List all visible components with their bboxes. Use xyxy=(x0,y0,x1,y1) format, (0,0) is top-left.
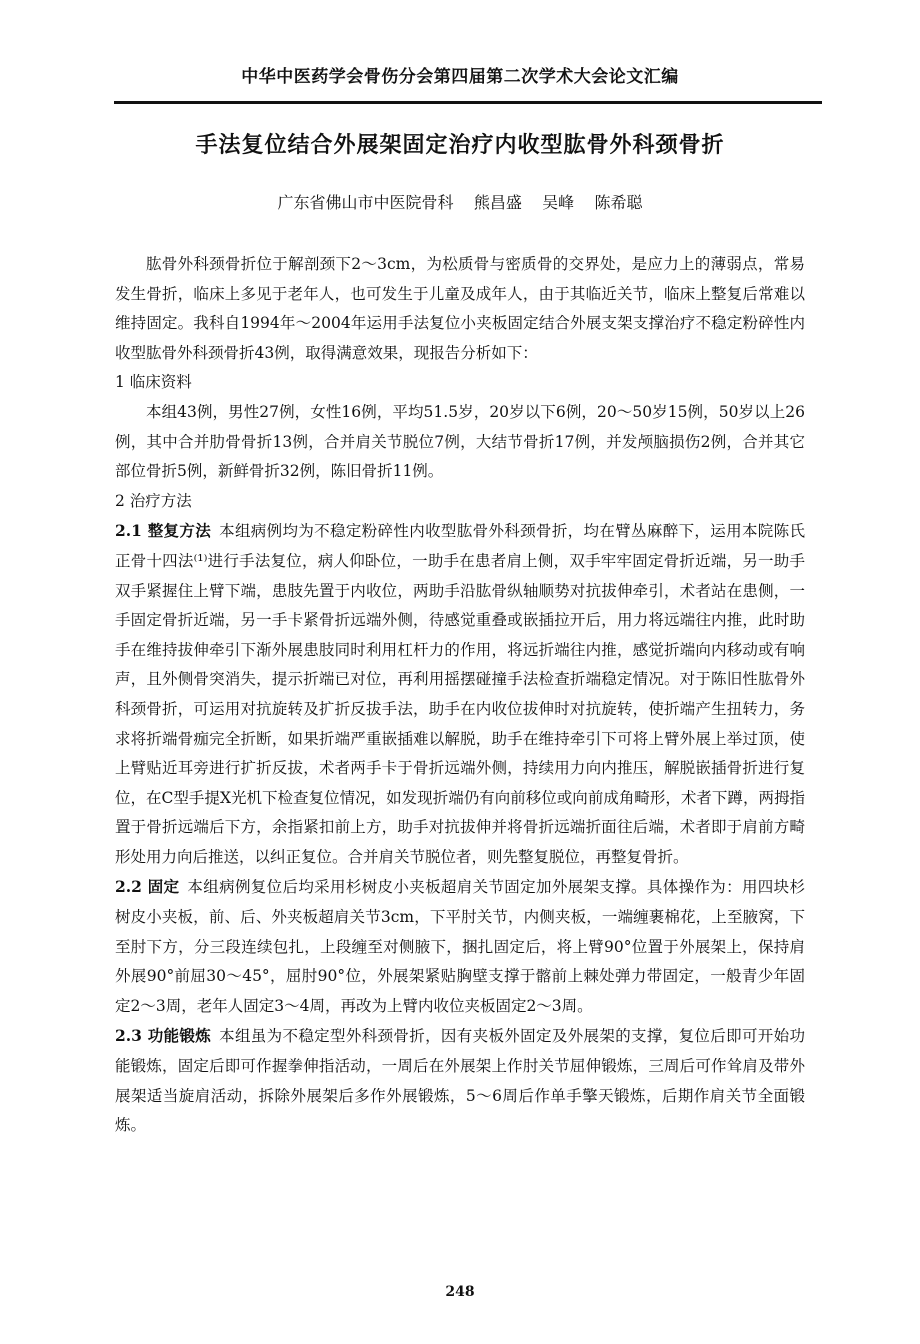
article-body xyxy=(115,250,805,1141)
section-2-3-label: 2.3 功能锻炼 xyxy=(115,1026,212,1046)
page-number: 248 xyxy=(445,1284,475,1300)
intro-paragraph: 肱骨外科颈骨折位于解剖颈下2～3cm，为松质骨与密质骨的交界处，是应力上的薄弱点，常易发生骨折，临床上多见于老年人，也可发生于儿童及成年人，由于其临近关节，临床上整复后常难以维持固定。我科自1994年～2004年运用手法复位小夹板固定结合外展支架支撑治疗不稳定粉碎性内收型肱骨外科颈骨折43例，取得满意效果，现报告分析如下： xyxy=(115,255,805,362)
section-2-1-label: 2.1 整复方法 xyxy=(115,521,212,541)
section-2-2-text: 本组病例复位后均采用杉树皮小夹板超肩关节固定加外展架支撑。具体操作为：用四块杉树皮小夹板，前、后、外夹板超肩关节3cm，下平肘关节，内侧夹板，一端缠裹棉花，上至腋窝，下至肘下方，分三段连续包扎，上段缠至对侧腋下，捆扎固定后，将上臂90°位置于外展架上，保持肩外展90°前屈30～45°，屈肘90°位，外展架紧贴胸壁支撑于髂前上棘处弹力带固定，一般青少年固定2～3周，老年人固定3～4周，再改为上臂内收位夹板固定2～3周。 xyxy=(115,878,805,1015)
running-header: 中华中医药学会骨伤分会第四届第二次学术大会论文汇编 xyxy=(241,67,679,87)
section-2-3-paragraph xyxy=(115,1021,805,1140)
article-title: 手法复位结合外展架固定治疗内收型肱骨外科颈骨折 xyxy=(195,133,725,158)
section-2-1-paragraph xyxy=(115,516,805,872)
section-2-2-paragraph xyxy=(115,872,805,1021)
header-divider xyxy=(114,101,822,104)
section-1-heading: 1 临床资料 xyxy=(115,373,192,392)
section-2-1-text: 本组病例均为不稳定粉碎性内收型肱骨外科颈骨折，均在臂丛麻醉下，运用本院陈氏正骨十四法⁽¹⁾进行手法复位，病人仰卧位，一助手在患者肩上侧，双手牢牢固定骨折近端，另一助手双手紧握住上臂下端，患肢先置于内收位，两助手沿肱骨纵轴顺势对抗拔伸牵引，术者站在患侧，一手固定骨折近端，另一手卡紧骨折远端外侧，待感觉重叠或嵌插拉开后，用力将远端往内推，此时助手在维持拔伸牵引下渐外展患肢同时利用杠杆力的作用，将远折端往内推，感觉折端向内移动或有响声，且外侧骨突消失，提示折端已对位，再利用摇摆碰撞手法检查折端稳定情况。对于陈旧性肱骨外科颈骨折，可运用对抗旋转及扩折反拔手法，助手在内收位拔伸时对抗旋转，使折端产生扭转力，务求将折端骨痂完全折断，如果折端严重嵌插难以解脱，助手在维持牵引下可将上臂外展上举过顶，使上臂贴近耳旁进行扩折反拔，术者两手卡于骨折远端外侧，持续用力向内推压，解脱嵌插骨折进行复位，在C型手提X光机下检查复位情况，如发现折端仍有向前移位或向前成角畸形，术者下蹲，两拇指置于骨折远端后下方，余指紧扣前上方，助手对抗拔伸并将骨折远端折面往后端，术者即于肩前方畸形处用力向后推送，以纠正复位。合并肩关节脱位者，则先整复脱位，再整复骨折。 xyxy=(115,522,805,866)
author-byline: 广东省佛山市中医院骨科 熊昌盛 吴峰 陈希聪 xyxy=(277,193,643,212)
section-1-paragraph: 本组43例，男性27例，女性16例，平均51.5岁，20岁以下6例，20～50岁15例，50岁以上26例，其中合并肋骨骨折13例，合并肩关节脱位7例，大结节骨折17例，并发颅脑损伤2例，合并其它部位骨折5例，新鲜骨折32例，陈旧骨折11例。 xyxy=(115,402,805,481)
section-2-heading: 2 治疗方法 xyxy=(115,491,192,510)
section-2-3-text: 本组虽为不稳定型外科颈骨折，因有夹板外固定及外展架的支撑，复位后即可开始功能锻炼，固定后即可作握拳伸指活动，一周后在外展架上作肘关节屈伸锻炼，三周后可作耸肩及带外展架适当旋肩活动，拆除外展架后多作外展锻炼，5～6周后作单手擎天锻炼，后期作肩关节全面锻炼。 xyxy=(115,1027,805,1135)
section-2-2-label: 2.2 固定 xyxy=(115,877,180,897)
